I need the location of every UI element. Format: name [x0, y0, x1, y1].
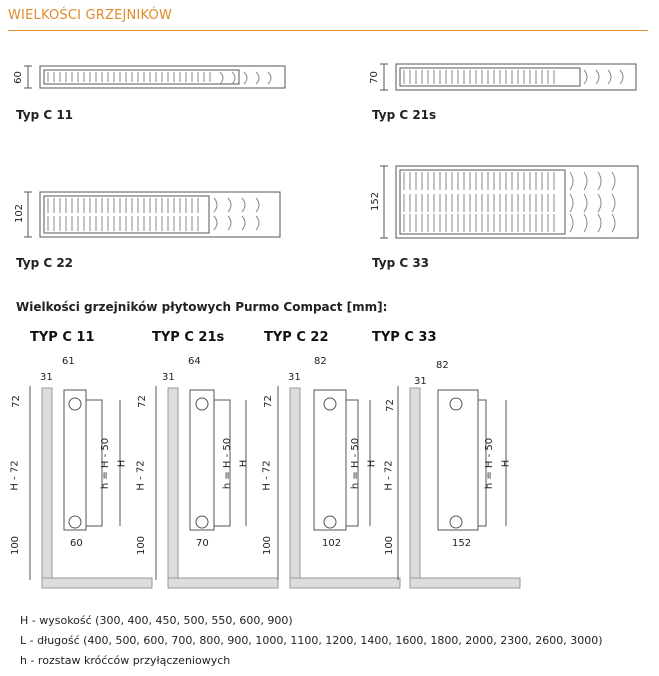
side-mid-c11: H - 72 — [9, 460, 21, 491]
H-label-c22: H — [366, 459, 378, 468]
bottom-dim-c33: 152 — [452, 538, 472, 549]
side-mid-c21s: H - 72 — [135, 460, 147, 491]
wall-gap-c22: 31 — [288, 372, 301, 383]
section-header: WIELKOŚCI GRZEJNIKÓW — [8, 8, 173, 23]
wall-gap-c33: 31 — [414, 376, 427, 387]
side-top-c11: 72 — [10, 395, 22, 408]
legend-H: H - wysokość (300, 400, 450, 500, 550, 600, 900) — [20, 614, 293, 627]
label-typ-c21s: Typ C 21s — [372, 108, 437, 122]
top-dim-c33: 82 — [436, 360, 449, 371]
radiator-top-view-c33 — [380, 166, 638, 238]
bottom-dim-c21s: 70 — [196, 538, 209, 549]
column-title-c21s: TYP C 21s — [152, 330, 225, 345]
dim-c11: 60 — [12, 71, 24, 84]
section-diagram-c21s — [156, 386, 278, 588]
column-title-c22: TYP C 22 — [264, 330, 329, 345]
h-label-c22: h = H - 50 — [350, 437, 362, 490]
h-label-c11: h = H - 50 — [100, 437, 112, 490]
dim-c21s: 70 — [368, 71, 380, 84]
side-bottom-c22: 100 — [262, 535, 274, 556]
section-diagram-c22 — [278, 386, 400, 588]
column-title-c11: TYP C 11 — [30, 330, 95, 345]
H-label-c11: H — [116, 459, 128, 468]
label-typ-c22: Typ C 22 — [16, 256, 74, 270]
bottom-dim-c11: 60 — [70, 538, 83, 549]
section-diagram-c33 — [398, 386, 520, 588]
h-label-c33: h = H - 50 — [484, 437, 496, 490]
top-dim-c11: 61 — [62, 356, 75, 367]
legend-h: h - rozstaw króćców przyłączeniowych — [20, 654, 231, 667]
dim-c22: 102 — [14, 203, 26, 224]
top-dim-c22: 82 — [314, 356, 327, 367]
side-top-c21s: 72 — [136, 395, 148, 408]
side-mid-c33: H - 72 — [383, 460, 395, 491]
radiator-top-view-c22 — [24, 192, 280, 237]
side-mid-c22: H - 72 — [261, 460, 273, 491]
wall-gap-c21s: 31 — [162, 372, 175, 383]
radiator-top-view-c21s — [380, 64, 636, 90]
wall-gap-c11: 31 — [40, 372, 53, 383]
column-title-c33: TYP C 33 — [372, 330, 437, 345]
side-bottom-c21s: 100 — [136, 535, 148, 556]
legend-L: L - długość (400, 500, 600, 700, 800, 900, 1000, 1100, 1200, 1400, 1600, 1800, 2000, 2300, 2600, 3000) — [20, 634, 603, 647]
side-bottom-c33: 100 — [384, 535, 396, 556]
side-top-c33: 72 — [384, 399, 396, 412]
bottom-dim-c22: 102 — [322, 538, 342, 549]
H-label-c33: H — [500, 459, 512, 468]
radiator-top-view-c11 — [24, 66, 285, 88]
label-typ-c33: Typ C 33 — [372, 256, 430, 270]
H-label-c21s: H — [238, 459, 250, 468]
section-diagram-c11 — [30, 386, 152, 588]
h-label-c21s: h = H - 50 — [222, 437, 234, 490]
side-bottom-c11: 100 — [10, 535, 22, 556]
top-dim-c21s: 64 — [188, 356, 201, 367]
section-subtitle: Wielkości grzejników płytowych Purmo Compact [mm]: — [16, 300, 388, 314]
label-typ-c11: Typ C 11 — [16, 108, 74, 122]
dim-c33: 152 — [370, 191, 382, 212]
side-top-c22: 72 — [262, 395, 274, 408]
